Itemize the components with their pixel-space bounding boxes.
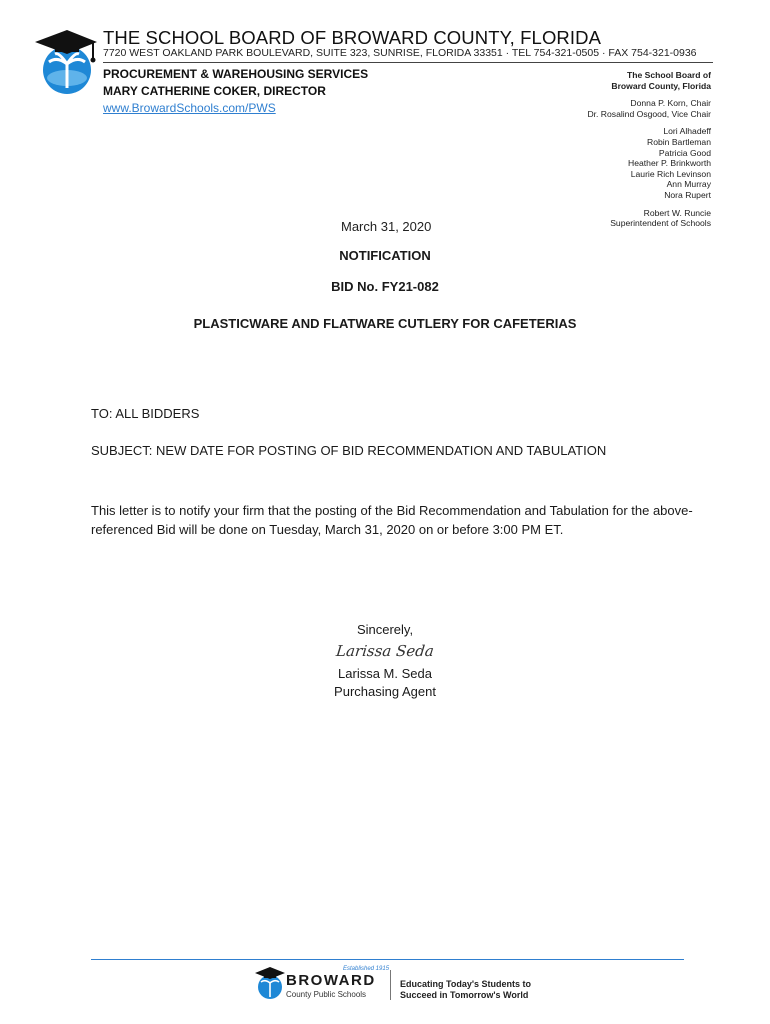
website-link[interactable]: www.BrowardSchools.com/PWS xyxy=(103,101,276,115)
bid-title: PLASTICWARE AND FLATWARE CUTLERY FOR CAFETERIAS xyxy=(193,316,577,331)
tagline-line1: Educating Today's Students to xyxy=(400,979,531,989)
signer-title: Purchasing Agent xyxy=(334,684,436,699)
board-title: THE SCHOOL BOARD OF BROWARD COUNTY, FLORIDA xyxy=(103,27,602,48)
director-name: MARY CATHERINE COKER, DIRECTOR xyxy=(103,84,326,98)
school-board-logo-icon xyxy=(33,26,99,98)
superintendent-name: Robert W. Runcie xyxy=(643,207,711,218)
board-member: Nora Rupert xyxy=(664,189,711,200)
broward-wordmark: BROWARD xyxy=(286,972,376,989)
header-divider xyxy=(103,62,713,63)
broward-footer-logo-icon xyxy=(254,965,286,1001)
superintendent-title: Superintendent of Schools xyxy=(610,218,711,229)
department-name: PROCUREMENT & WAREHOUSING SERVICES xyxy=(103,67,369,81)
board-member: Laurie Rich Levinson xyxy=(630,168,711,179)
board-member: Patricia Good xyxy=(658,147,711,158)
board-members-list xyxy=(491,70,711,229)
established-text: Established 1915 xyxy=(343,966,390,972)
board-member: Ann Murray xyxy=(666,179,711,190)
bid-number: BID No. FY21-082 xyxy=(331,279,439,294)
board-heading-line2: Broward County, Florida xyxy=(611,80,711,91)
footer-divider xyxy=(91,959,684,960)
handwritten-signature: Larissa Seda xyxy=(335,642,435,660)
notification-heading: NOTIFICATION xyxy=(339,248,431,263)
board-member: Heather P. Brinkworth xyxy=(628,158,711,169)
subject-line: SUBJECT: NEW DATE FOR POSTING OF BID RECOMMENDATION AND TABULATION xyxy=(91,443,607,458)
broward-subtitle: County Public Schools xyxy=(286,990,367,999)
letter-date: March 31, 2020 xyxy=(341,219,432,234)
board-heading-line1: The School Board of xyxy=(626,70,711,80)
board-chair: Donna P. Korn, Chair xyxy=(630,98,711,109)
closing: Sincerely, xyxy=(356,622,414,637)
signer-name: Larissa M. Seda xyxy=(338,666,432,681)
recipient-line: TO: ALL BIDDERS xyxy=(91,406,200,421)
board-member: Lori Alhadeff xyxy=(663,126,711,137)
board-vice-chair: Dr. Rosalind Osgood, Vice Chair xyxy=(587,108,711,119)
tagline-line2: Succeed in Tomorrow's World xyxy=(400,990,529,1000)
footer-vertical-divider xyxy=(390,970,391,1000)
board-member: Robin Bartleman xyxy=(646,136,711,147)
board-address: 7720 WEST OAKLAND PARK BOULEVARD, SUITE 323, SUNRISE, FLORIDA 33351 · TEL 754-321-0505 · FAX 754-321-0936 xyxy=(103,47,697,59)
letter-body: This letter is to notify your firm that the posting of the Bid Recommendation and Tabulation for the above-referenced Bid will be done on Tuesday, March 31, 2020 on or before 3:00 PM ET. xyxy=(91,503,693,537)
